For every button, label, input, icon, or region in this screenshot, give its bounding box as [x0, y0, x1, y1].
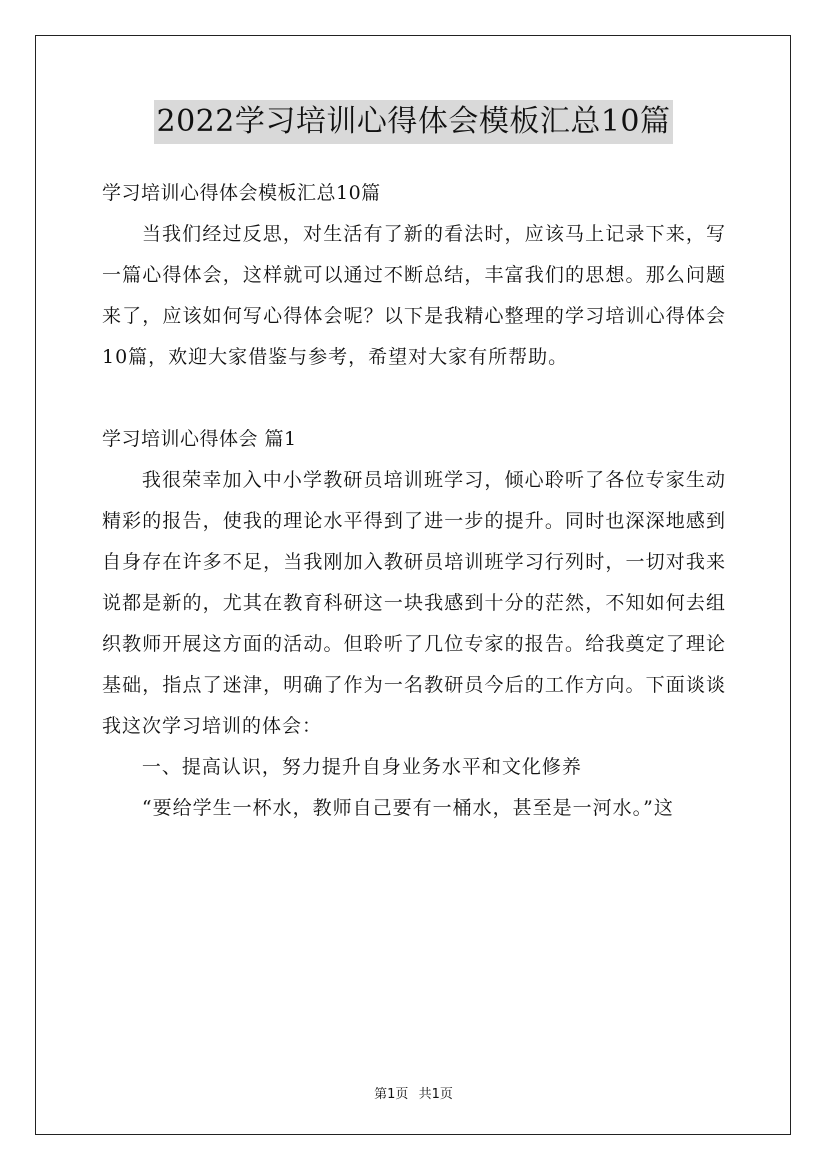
title-container	[0, 100, 827, 144]
intro-paragraph: 当我们经过反思，对生活有了新的看法时，应该马上记录下来，写一篇心得体会，这样就可以通过不断总结，丰富我们的思想。那么问题来了，应该如何写心得体会呢？以下是我精心整理的学习培训心得体会10篇，欢迎大家借鉴与参考，希望对大家有所帮助。	[102, 223, 726, 368]
section-heading: 学习培训心得体会 篇1	[102, 428, 297, 450]
document-body	[102, 173, 726, 829]
page-footer	[0, 1083, 827, 1102]
page-number-total: 共1页	[418, 1087, 453, 1102]
document-title: 2022学习培训心得体会模板汇总10篇	[154, 100, 672, 144]
paragraph-gap	[102, 378, 726, 419]
page-number-current: 第1页	[374, 1087, 409, 1102]
document-subtitle: 学习培训心得体会模板汇总10篇	[102, 182, 381, 204]
section-paragraph-quote: “要给学生一杯水，教师自己要有一桶水，甚至是一河水。”这	[141, 797, 674, 819]
section-paragraph: 我很荣幸加入中小学教研员培训班学习，倾心聆听了各位专家生动精彩的报告，使我的理论水平得到了进一步的提升。同时也深深地感到自身存在许多不足，当我刚加入教研员培训班学习行列时，一切对我来说都是新的，尤其在教育科研这一块我感到十分的茫然，不知如何去组织教师开展这方面的活动。但聆听了几位专家的报告。给我奠定了理论基础，指点了迷津，明确了作为一名教研员今后的工作方向。下面谈谈我这次学习培训的体会：	[102, 469, 726, 737]
section-point: 一、提高认识，努力提升自身业务水平和文化修养	[141, 756, 582, 778]
